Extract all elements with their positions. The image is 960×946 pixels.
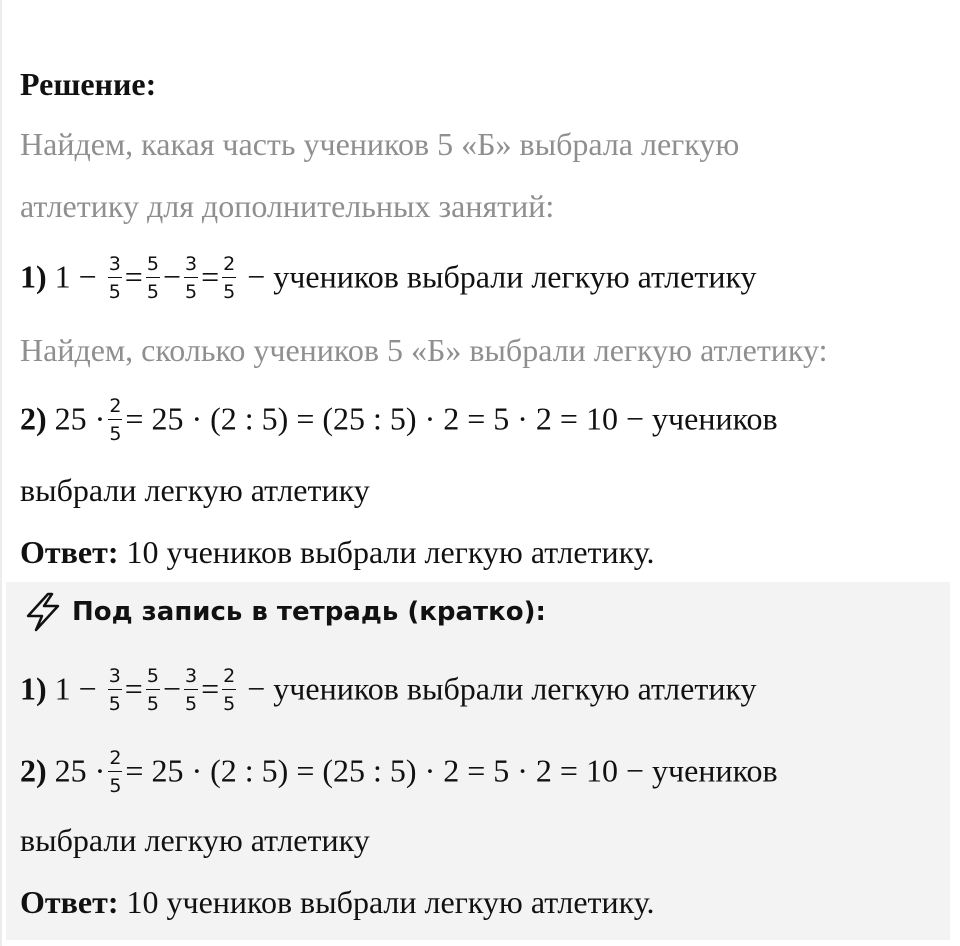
short-step-1-start: 1 − [54,670,97,707]
fraction: $\frac{3}{5}$ [108,665,121,715]
short-step-2-continuation: выбрали легкую атлетику [20,822,370,858]
step-2 [20,395,778,446]
fraction: $\frac{3}{5}$ [184,665,198,715]
minus: − [162,670,181,707]
solution-heading: Решение: [20,66,157,102]
step-1-start: 1 − [54,258,97,295]
lightning-icon [22,592,64,632]
short-heading [22,594,546,630]
fraction: $\frac{2}{5}$ [223,253,236,303]
left-border [0,0,2,946]
step-2-label: 2) [20,400,47,437]
step-2-start: 25 · [54,400,106,437]
short-step-1-label: 1) [20,670,47,707]
step-1-label: 1) [20,258,47,295]
short-step-2 [20,747,778,798]
short-step-1-tail: − учеников выбрали легкую атлетику [247,670,757,707]
answer-label: Ответ: [20,534,119,570]
intro-line-1: Найдем, какая часть учеников 5 «Б» выбрала легкую [20,126,740,162]
step-2-tail: = 25 · (2 : 5) = (25 : 5) · 2 = 5 · 2 = 10 − учеников [125,400,778,437]
short-step-2-tail: = 25 · (2 : 5) = (25 : 5) · 2 = 5 · 2 = 10 − учеников [125,752,778,789]
answer [20,534,655,570]
answer-text: 10 учеников выбрали легкую атлетику. [126,534,655,570]
fraction: $\frac{2}{5}$ [109,747,122,797]
fraction: $\frac{3}{5}$ [184,253,198,303]
minus: − [162,258,181,295]
short-step-2-start: 25 · [54,752,106,789]
fraction: $\frac{3}{5}$ [108,253,121,303]
intro-line-1b: атлетику для дополнительных занятий: [20,188,555,224]
intro-line-2: Найдем, сколько учеников 5 «Б» выбрали легкую атлетику: [20,332,828,368]
short-notes-panel [6,582,950,940]
equals: = [124,258,143,295]
short-answer-label: Ответ: [20,884,119,920]
step-1-tail: − учеников выбрали легкую атлетику [247,258,757,295]
equals: = [124,670,143,707]
equals: = [201,258,220,295]
short-step-1 [20,665,757,716]
fraction: $\frac{2}{5}$ [223,665,236,715]
fraction: $\frac{2}{5}$ [109,395,122,445]
step-2-continuation: выбрали легкую атлетику [20,472,370,508]
equals: = [201,670,220,707]
step-1 [20,253,757,304]
short-answer-text: 10 учеников выбрали легкую атлетику. [126,884,655,920]
fraction: $\frac{5}{5}$ [146,253,159,303]
short-step-2-label: 2) [20,752,47,789]
short-answer [20,884,655,920]
short-heading-text: Под запись в тетрадь (кратко): [72,597,546,627]
fraction: $\frac{5}{5}$ [146,665,159,715]
